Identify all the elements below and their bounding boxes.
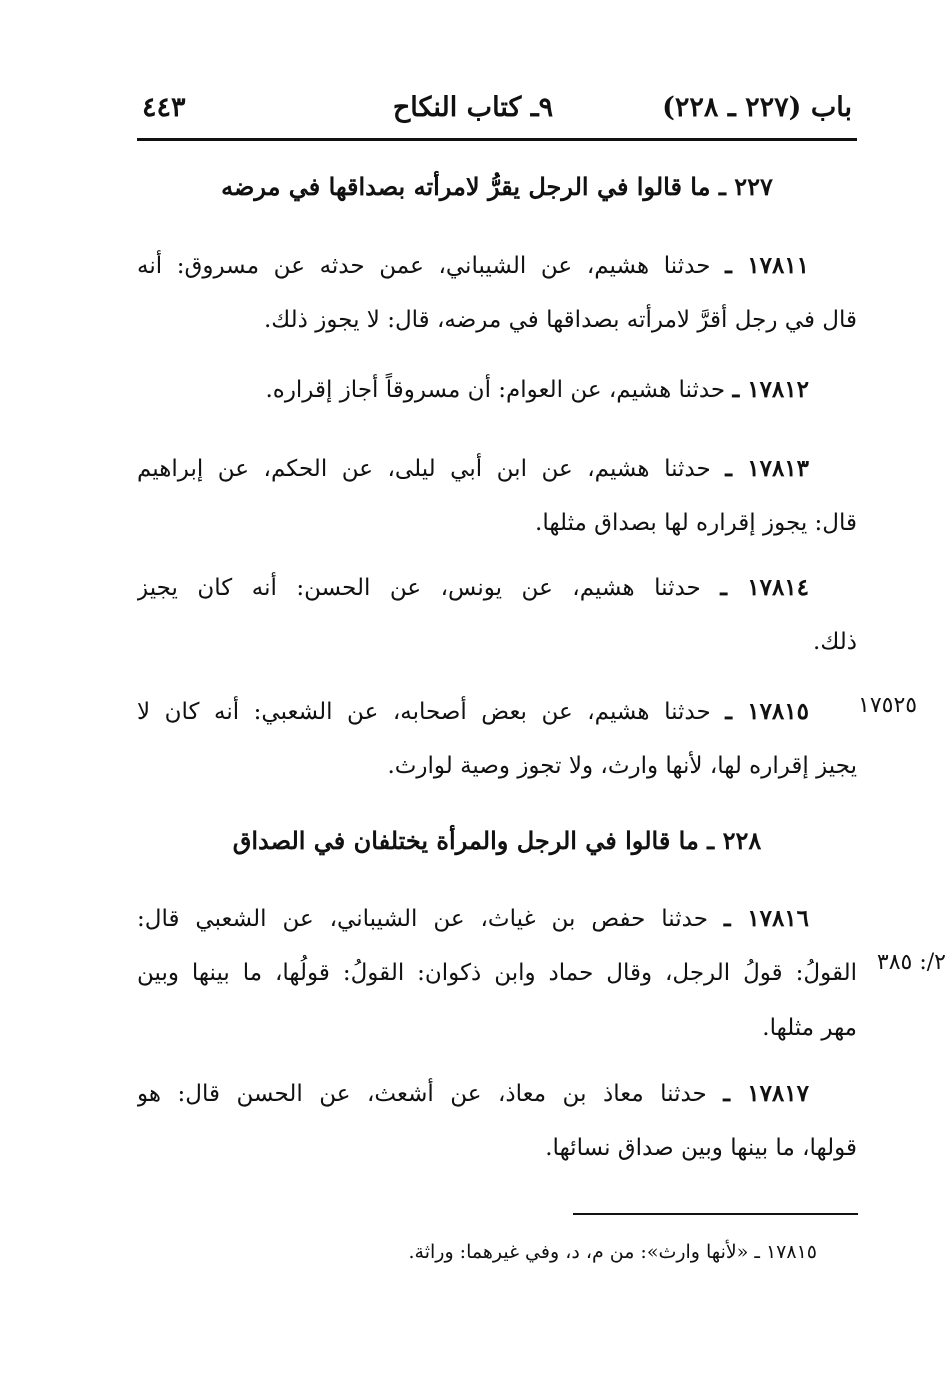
entry-17817	[137, 1066, 857, 1176]
entry-17813	[137, 441, 857, 551]
entry-text: مهر مثلها.	[762, 1015, 857, 1041]
entry-line	[137, 496, 857, 551]
header-rule	[137, 138, 857, 141]
entry-text: حدثنا حفص بن غياث، عن الشيباني، عن الشعبي قال:	[137, 906, 708, 932]
chapter-heading-228: ٢٢٨ ـ ما قالوا في الرجل والمرأة يختلفان في الصداق	[232, 826, 762, 855]
entry-17814	[137, 560, 857, 670]
entry-number: ١٧٨١١ ـ	[725, 252, 810, 279]
entry-text: حدثنا هشيم، عن ابن أبي ليلى، عن الحكم، عن إبراهيم	[137, 456, 711, 482]
entry-line	[137, 615, 857, 670]
entry-text: حدثنا معاذ بن معاذ، عن أشعث، عن الحسن قال: هو	[137, 1081, 707, 1107]
page-number: ٤٤٣	[142, 92, 186, 123]
entry-number: ١٧٨١٤ ـ	[720, 574, 810, 601]
entry-number: ١٧٨١٧ ـ	[723, 1080, 809, 1107]
footnote-rule	[573, 1213, 858, 1215]
entry-line	[137, 891, 857, 946]
entry-text: ذلك.	[813, 629, 857, 655]
entry-line	[137, 362, 857, 417]
entry-line	[137, 560, 857, 615]
entry-text: قال في رجل أقرَّ لامرأته بصداقها في مرضه، قال: لا يجوز ذلك.	[263, 307, 857, 333]
entry-number: ١٧٨١٣ ـ	[725, 455, 810, 482]
entry-text: حدثنا هشيم، عن يونس، عن الحسن: أنه كان يجيز	[137, 575, 701, 601]
entry-text: قولها، ما بينها وبين صداق نسائها.	[545, 1135, 857, 1161]
entry-line	[137, 1121, 857, 1176]
chapter-range: باب (٢٢٧ ـ ٢٢٨)	[662, 92, 852, 123]
entry-17815	[137, 684, 857, 794]
entry-line	[137, 293, 857, 348]
entry-line	[137, 238, 857, 293]
entry-number: ١٧٨١٥ ـ	[725, 698, 809, 725]
entry-line	[137, 739, 857, 794]
entry-text: القولُ: قولُ الرجل، وقال حماد وابن ذكوان: القولُ: قولُها، ما بينها وبين	[137, 960, 857, 986]
entry-17816	[137, 891, 857, 1056]
entry-text: حدثنا هشيم، عن بعض أصحابه، عن الشعبي: أنه كان لا	[137, 699, 711, 725]
entry-text: قال: يجوز إقراره لها بصداق مثلها.	[535, 510, 857, 536]
entry-line	[137, 1001, 857, 1056]
chapter-heading-227: ٢٢٧ ـ ما قالوا في الرجل يقرُّ لامرأته بصداقها في مرضه	[221, 172, 773, 201]
entry-line	[137, 441, 857, 496]
entry-17812	[137, 362, 857, 417]
book-title: ٩ـ كتاب النكاح	[392, 92, 554, 123]
entry-17811	[137, 238, 857, 348]
entry-text: حدثنا هشيم، عن الشيباني، عمن حدثه عن مسروق: أنه	[137, 253, 711, 279]
margin-ref: ٢/: ٣٨٥	[876, 950, 946, 975]
entry-number: ١٧٨١٢ ـ	[732, 376, 809, 403]
entry-text: حدثنا هشيم، عن العوام: أن مسروقاً أجاز إقراره.	[265, 377, 726, 403]
entry-line	[137, 684, 857, 739]
entry-line	[137, 946, 857, 1001]
entry-line	[137, 1066, 857, 1121]
footnote: ١٧٨١٥ ـ «لأنها وارث»: من م، د، وفي غيرهما: وراثة.	[408, 1241, 817, 1263]
entry-number: ١٧٨١٦ ـ	[723, 905, 810, 932]
margin-ref: ١٧٥٢٥	[858, 693, 918, 718]
entry-text: يجيز إقراره لها، لأنها وارث، ولا تجوز وصية لوارث.	[387, 753, 857, 779]
